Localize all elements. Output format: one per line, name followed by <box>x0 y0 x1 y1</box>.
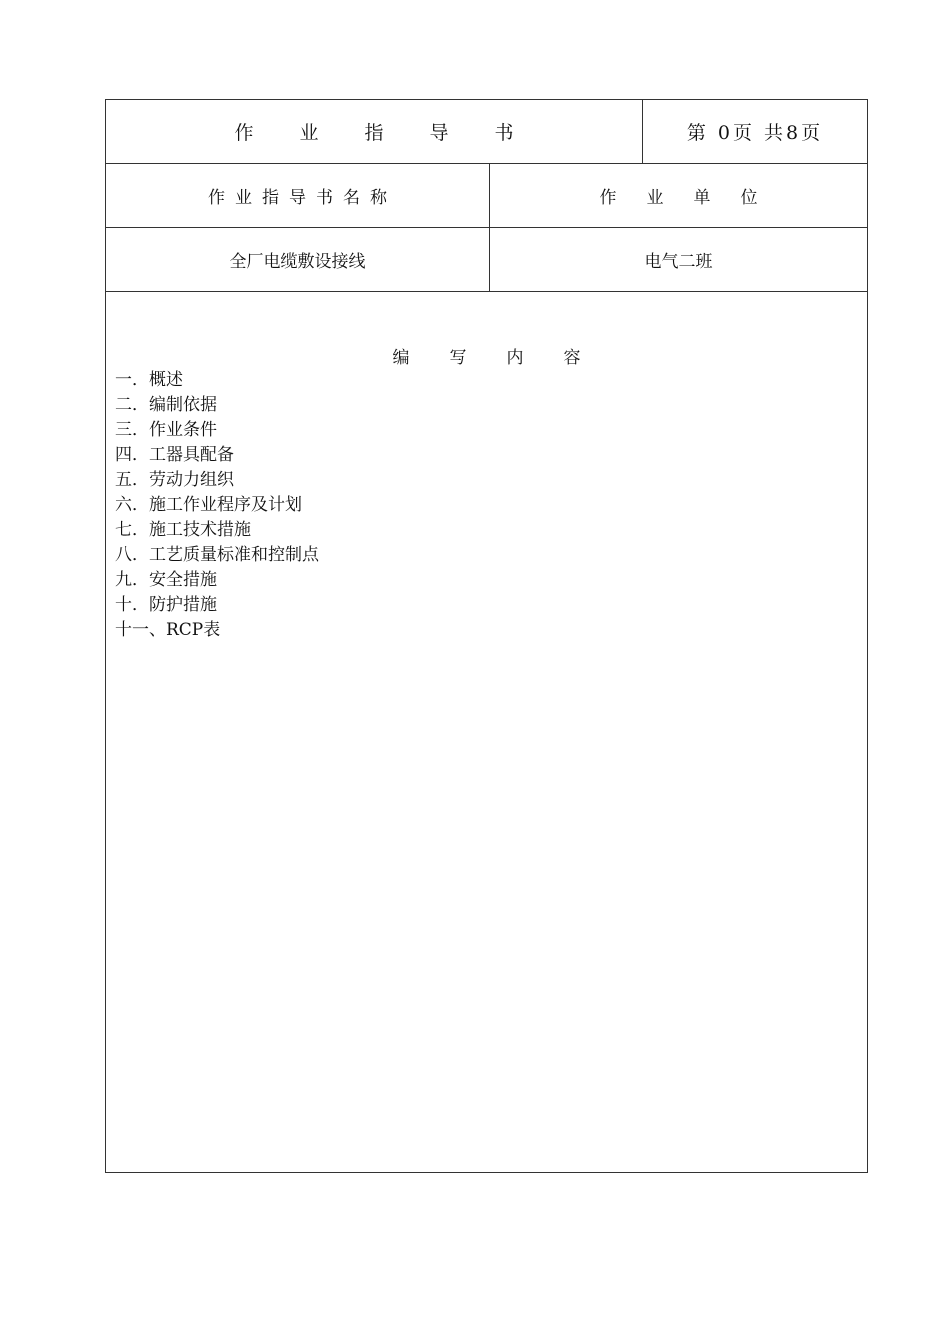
page-info: 第 0页 共8页 <box>686 122 824 144</box>
list-item: 二．编制依据 <box>115 395 217 415</box>
guide-document-table <box>105 99 868 1173</box>
list-item: 七．施工技术措施 <box>115 520 251 540</box>
list-item: 九．安全措施 <box>115 570 217 590</box>
document-title: 作业指导书 <box>234 122 560 144</box>
name-value-cell <box>106 228 490 291</box>
list-item: 六．施工作业程序及计划 <box>115 495 302 515</box>
content-heading: 编写内容 <box>392 348 621 368</box>
list-item: 十一、RCP表 <box>115 620 221 640</box>
unit-value: 电气二班 <box>644 252 713 272</box>
page-info-cell <box>643 100 867 163</box>
name-header: 作业指导书名称 <box>208 188 397 208</box>
list-item: 八．工艺质量标准和控制点 <box>115 545 319 565</box>
list-item: 五．劳动力组织 <box>115 470 234 490</box>
value-row <box>106 228 867 292</box>
list-item: 四．工器具配备 <box>115 445 234 465</box>
title-row <box>106 100 867 164</box>
list-item: 十．防护措施 <box>115 595 217 615</box>
name-header-cell <box>106 164 490 227</box>
unit-value-cell <box>490 228 867 291</box>
column-header-row <box>106 164 867 228</box>
list-item: 三．作业条件 <box>115 420 217 440</box>
unit-header-cell <box>490 164 867 227</box>
title-cell <box>106 100 643 163</box>
unit-header: 作业单位 <box>599 188 788 208</box>
contents-list <box>115 368 319 643</box>
list-item: 一．概述 <box>115 370 183 390</box>
guide-name-value: 全厂电缆敷设接线 <box>229 252 366 272</box>
